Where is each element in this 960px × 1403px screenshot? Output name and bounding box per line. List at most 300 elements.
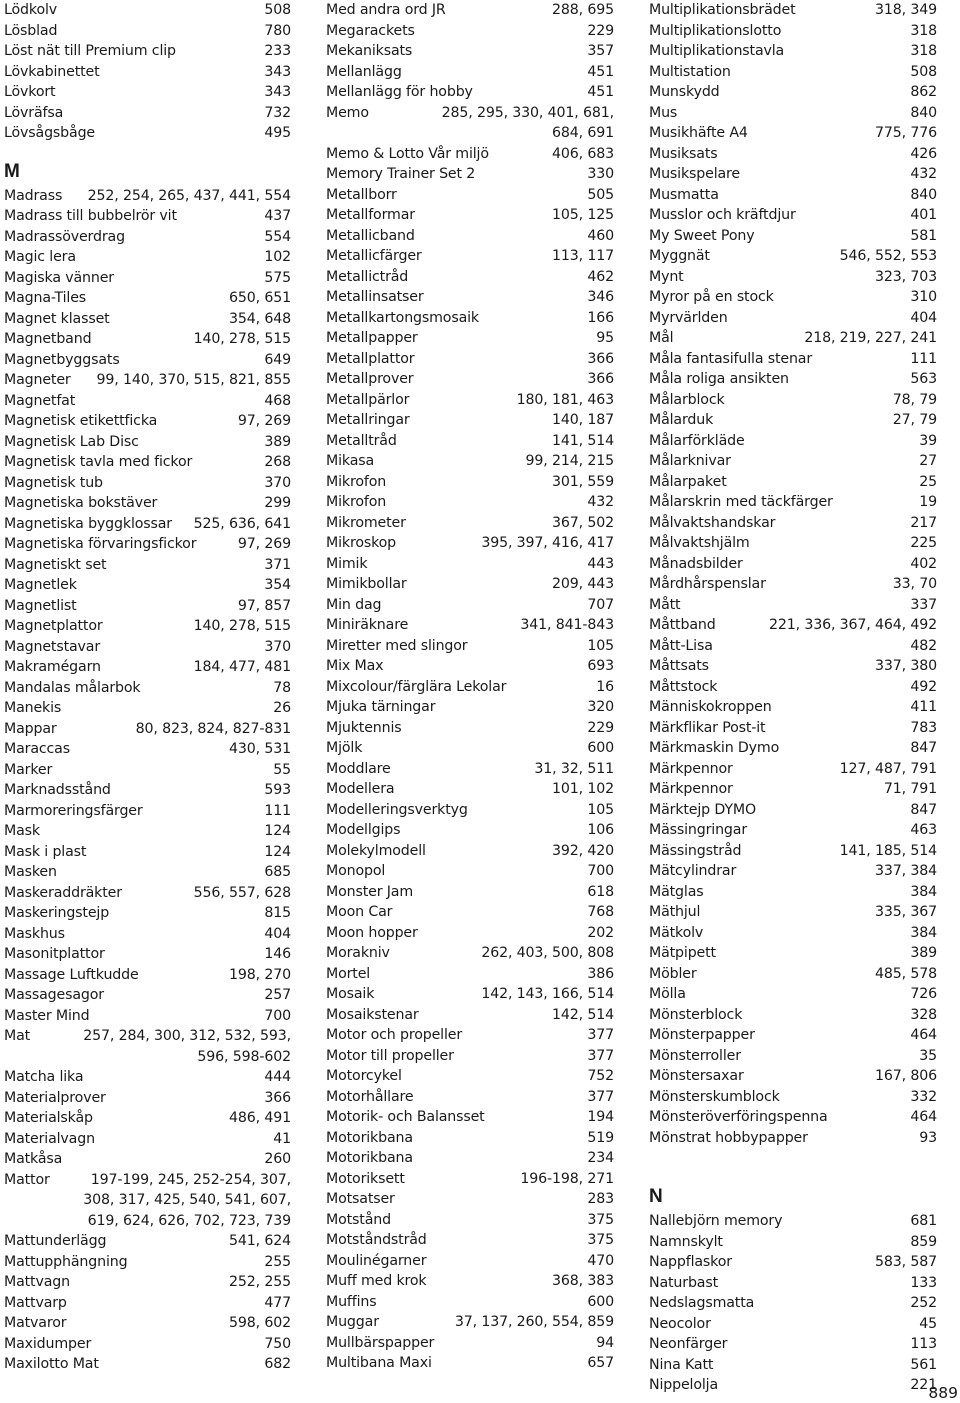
index-entry (4, 1088, 291, 1109)
index-entry (649, 902, 937, 923)
entry-term: Myrvärlden (649, 309, 728, 326)
index-entry (326, 943, 614, 964)
index-entry (326, 1292, 614, 1313)
entry-page-numbers: 111 (264, 802, 291, 819)
index-entry (4, 1313, 291, 1334)
entry-page-numbers: 354, 648 (229, 310, 291, 327)
entry-term: Magna-Tiles (4, 290, 87, 306)
entry-page-numbers: 780 (264, 22, 291, 39)
entry-term: Masonitplattor (4, 946, 105, 962)
index-entry (326, 1271, 614, 1292)
entry-term: Marmoreringsfärger (4, 802, 143, 819)
entry-term: Matcha lika (4, 1069, 84, 1085)
entry-term: Myggnät (649, 248, 710, 264)
entry-term: Multiplikationstavla (649, 43, 785, 59)
entry-page-numbers: 197-199, 245, 252-254, 307, 308, 317, 425, 540, 541, 607, 619, 624, 626, 702, 723, 739 (83, 1171, 291, 1229)
entry-term: Magnetisk tub (4, 474, 103, 491)
entry-term: Målvaktshjälm (649, 535, 750, 551)
entry-page-numbers: 541, 624 (229, 1233, 291, 1249)
index-entry (4, 41, 291, 62)
entry-term: Muffins (326, 1293, 377, 1310)
entry-page-numbers: 97, 857 (237, 597, 291, 614)
index-entry (326, 615, 614, 636)
index-entry (326, 82, 614, 103)
index-entry (326, 451, 614, 472)
index-entry (649, 246, 937, 267)
entry-term: Magnetplattor (4, 618, 103, 634)
entry-term: Mätkolv (649, 924, 704, 941)
entry-term: Maskeringstejp (4, 905, 110, 921)
index-entry (4, 903, 291, 924)
entry-page-numbers: 102 (264, 249, 291, 265)
entry-page-numbers: 221 (910, 1377, 937, 1393)
entry-term: Magnetiskt set (4, 556, 107, 573)
entry-term: Magnetisk Lab Disc (4, 433, 139, 450)
index-entry (326, 1189, 614, 1210)
entry-term: Metallictråd (326, 268, 409, 285)
index-entry (326, 390, 614, 411)
entry-page-numbers: 556, 557, 628 (193, 884, 291, 901)
entry-page-numbers: 127, 487, 791 (839, 760, 937, 777)
entry-page-numbers: 404 (264, 925, 291, 942)
entry-page-numbers: 318, 349 (875, 2, 937, 18)
index-entry (4, 1170, 291, 1232)
index-entry (326, 1087, 614, 1108)
entry-term: Mikrofon (326, 473, 387, 490)
entry-term: Mönsterskumblock (649, 1088, 780, 1105)
entry-term: Lövsågsbåge (4, 125, 95, 141)
index-entry (649, 1293, 937, 1314)
index-entry (649, 369, 937, 390)
entry-term: Magnetbyggsats (4, 351, 120, 368)
entry-page-numbers: 444 (264, 1069, 291, 1085)
entry-page-numbers: 477 (264, 1294, 291, 1311)
entry-term: Mixcolour/färglära Lekolar (326, 678, 507, 695)
entry-page-numbers: 366 (587, 371, 614, 387)
index-column-3 (649, 0, 937, 1396)
entry-term: Mosaikstenar (326, 1006, 419, 1023)
index-entry (649, 1232, 937, 1253)
entry-term: Marknadsstånd (4, 782, 111, 798)
index-entry (649, 779, 937, 800)
entry-term: Metalltråd (326, 432, 397, 449)
index-entry (326, 554, 614, 575)
entry-page-numbers: 432 (587, 494, 614, 510)
entry-term: Magnetiska förvaringsfickor (4, 536, 197, 552)
index-entry (649, 410, 937, 431)
entry-term: Magnetstavar (4, 638, 100, 655)
index-entry (326, 62, 614, 83)
entry-term: Mullbärspapper (326, 1334, 435, 1351)
entry-term: Magnetband (4, 331, 92, 347)
entry-term: Mål (649, 330, 674, 346)
index-entry (649, 1211, 937, 1232)
entry-term: Multibana Maxi (326, 1355, 432, 1371)
entry-page-numbers: 257, 284, 300, 312, 532, 593, 596, 598-602 (83, 1028, 291, 1065)
entry-page-numbers: 508 (264, 2, 291, 18)
entry-term: Mönsterblock (649, 1006, 743, 1023)
entry-term: Mellanlägg (326, 63, 402, 80)
entry-term: Mikasa (326, 453, 375, 469)
entry-term: Målvaktshandskar (649, 514, 776, 531)
entry-page-numbers: 840 (910, 104, 937, 121)
entry-page-numbers: 97, 269 (237, 536, 291, 552)
entry-term: Mölla (649, 986, 686, 1002)
entry-term: Måttband (649, 617, 716, 633)
entry-page-numbers: 166 (587, 309, 614, 326)
index-entry (326, 267, 614, 288)
entry-term: Neocolor (649, 1315, 711, 1332)
entry-term: Muff med krok (326, 1273, 427, 1289)
entry-page-numbers: 142, 143, 166, 514 (481, 986, 614, 1002)
entry-term: Människokroppen (649, 699, 772, 715)
entry-term: Moon Car (326, 904, 393, 920)
entry-term: Mässingstråd (649, 842, 742, 859)
index-entry (326, 677, 614, 698)
entry-page-numbers: 598, 602 (229, 1315, 291, 1331)
entry-term: Metallicfärger (326, 248, 422, 264)
entry-page-numbers: 377 (587, 1027, 614, 1043)
entry-page-numbers: 105 (587, 801, 614, 818)
index-entry (649, 62, 937, 83)
entry-term: Märkflikar Post-it (649, 719, 766, 736)
index-entry (4, 82, 291, 103)
entry-page-numbers: 299 (264, 495, 291, 511)
entry-page-numbers: 33, 70 (892, 576, 937, 592)
entry-term: Motorhållare (326, 1088, 414, 1105)
index-entry (326, 595, 614, 616)
entry-term: Maxilotto Mat (4, 1356, 99, 1372)
index-entry (4, 657, 291, 678)
index-entry (326, 759, 614, 780)
entry-page-numbers: 389 (910, 945, 937, 961)
entry-term: Modelleringsverktyg (326, 801, 468, 818)
index-entry (326, 0, 614, 21)
index-entry (326, 328, 614, 349)
index-column-1 (4, 0, 291, 1375)
index-entry (4, 555, 291, 576)
entry-page-numbers: 464 (910, 1027, 937, 1043)
index-entry (326, 492, 614, 513)
entry-page-numbers: 700 (264, 1007, 291, 1024)
entry-term: Metallplattor (326, 350, 415, 367)
entry-page-numbers: 229 (587, 22, 614, 39)
index-entry (326, 185, 614, 206)
index-entry (326, 431, 614, 452)
entry-term: Mikrometer (326, 514, 406, 531)
index-entry (4, 821, 291, 842)
index-entry (649, 1355, 937, 1376)
entry-page-numbers: 337 (910, 596, 937, 613)
index-entry (4, 247, 291, 268)
entry-term: Nina Katt (649, 1356, 714, 1373)
index-entry (4, 206, 291, 227)
entry-term: Musmatta (649, 186, 719, 203)
entry-term: Lösblad (4, 22, 58, 39)
entry-page-numbers: 260 (264, 1151, 291, 1167)
index-entry (326, 964, 614, 985)
entry-page-numbers: 371 (264, 556, 291, 573)
entry-page-numbers: 209, 443 (552, 576, 614, 592)
index-entry (4, 0, 291, 21)
entry-term: Neonfärger (649, 1336, 728, 1352)
entry-page-numbers: 184, 477, 481 (193, 659, 291, 675)
index-entry (649, 1005, 937, 1026)
index-entry (4, 411, 291, 432)
index-entry (326, 923, 614, 944)
entry-term: Mjuktennis (326, 719, 402, 736)
entry-term: Mortel (326, 965, 371, 982)
index-entry (326, 718, 614, 739)
entry-page-numbers: 221, 336, 367, 464, 492 (768, 617, 937, 633)
entry-term: Märkpennor (649, 781, 733, 797)
entry-page-numbers: 234 (587, 1150, 614, 1166)
entry-term: Marker (4, 761, 53, 778)
entry-page-numbers: 685 (264, 864, 291, 880)
entry-page-numbers: 141, 185, 514 (839, 842, 937, 859)
index-entry (4, 1272, 291, 1293)
entry-term: Lövkabinettet (4, 63, 100, 80)
entry-term: Materialskåp (4, 1110, 93, 1126)
entry-term: Min dag (326, 596, 382, 613)
index-entry (326, 103, 614, 144)
index-entry (4, 1129, 291, 1150)
entry-term: Mätcylindrar (649, 863, 737, 879)
entry-term: Megarackets (326, 22, 415, 39)
entry-page-numbers: 35 (919, 1047, 937, 1064)
entry-term: Materialvagn (4, 1130, 95, 1147)
index-entry (326, 1312, 614, 1333)
index-entry (649, 595, 937, 616)
entry-page-numbers: 285, 295, 330, 401, 681, 684, 691 (441, 104, 614, 141)
entry-term: Mat (4, 1028, 31, 1044)
entry-page-numbers: 101, 102 (552, 781, 614, 797)
entry-page-numbers: 55 (273, 761, 291, 778)
section-spacer (649, 1148, 937, 1169)
index-entry (4, 514, 291, 535)
entry-page-numbers: 752 (587, 1068, 614, 1084)
index-entry (326, 1107, 614, 1128)
entry-page-numbers: 146 (264, 946, 291, 962)
index-entry (326, 1148, 614, 1169)
entry-term: Makramégarn (4, 659, 101, 675)
entry-term: Metallformar (326, 207, 415, 223)
entry-term: Mönsteröverföringspenna (649, 1109, 828, 1125)
index-entry (326, 820, 614, 841)
entry-page-numbers: 25 (919, 473, 937, 490)
entry-page-numbers: 106 (587, 822, 614, 838)
entry-term: Magic lera (4, 249, 76, 265)
entry-page-numbers: 27, 79 (892, 412, 937, 428)
index-entry (4, 123, 291, 144)
entry-page-numbers: 26 (273, 700, 291, 716)
entry-term: Nappflaskor (649, 1254, 732, 1270)
entry-term: Mattvarp (4, 1294, 67, 1311)
entry-term: Modellera (326, 781, 395, 797)
entry-term: Lödkolv (4, 2, 58, 18)
entry-page-numbers: 105, 125 (552, 207, 614, 223)
index-entry (326, 1066, 614, 1087)
entry-page-numbers: 847 (910, 740, 937, 756)
entry-term: Månadsbilder (649, 555, 743, 572)
index-entry (649, 0, 937, 21)
entry-page-numbers: 343 (264, 63, 291, 80)
entry-page-numbers: 375 (587, 1232, 614, 1248)
index-entry (326, 164, 614, 185)
entry-term: Mätglas (649, 883, 704, 900)
index-entry (649, 103, 937, 124)
index-entry (326, 1046, 614, 1067)
index-entry (649, 431, 937, 452)
index-entry (326, 369, 614, 390)
entry-page-numbers: 581 (910, 227, 937, 244)
entry-page-numbers: 167, 806 (875, 1068, 937, 1084)
entry-page-numbers: 217 (910, 514, 937, 531)
entry-page-numbers: 229 (587, 719, 614, 736)
index-entry (649, 1314, 937, 1335)
entry-term: Manekis (4, 700, 62, 716)
entry-page-numbers: 288, 695 (552, 2, 614, 18)
entry-term: Myror på en stock (649, 289, 774, 305)
entry-term: Metallringar (326, 412, 410, 428)
entry-page-numbers: 600 (587, 1293, 614, 1310)
entry-term: Löst nät till Premium clip (4, 43, 176, 59)
entry-page-numbers: 366 (587, 350, 614, 367)
entry-term: Mönsterroller (649, 1047, 741, 1064)
entry-term: Matkåsa (4, 1151, 63, 1167)
entry-page-numbers: 650, 651 (229, 290, 291, 306)
entry-term: Memory Trainer Set 2 (326, 166, 476, 182)
index-entry (649, 533, 937, 554)
index-entry (326, 738, 614, 759)
index-entry (649, 554, 937, 575)
index-entry (326, 533, 614, 554)
entry-term: Mönstersaxar (649, 1068, 744, 1084)
index-entry (649, 1273, 937, 1294)
entry-page-numbers: 97, 269 (237, 413, 291, 429)
index-entry (326, 226, 614, 247)
entry-page-numbers: 525, 636, 641 (193, 515, 291, 532)
index-entry (649, 615, 937, 636)
entry-page-numbers: 262, 403, 500, 808 (481, 945, 614, 961)
index-entry (649, 1087, 937, 1108)
index-entry (649, 656, 937, 677)
entry-page-numbers: 124 (264, 823, 291, 839)
entry-page-numbers: 225 (910, 535, 937, 551)
index-entry (4, 493, 291, 514)
entry-page-numbers: 93 (919, 1129, 937, 1146)
index-entry (4, 698, 291, 719)
index-entry (326, 21, 614, 42)
entry-term: Maraccas (4, 741, 70, 757)
index-entry (649, 882, 937, 903)
entry-term: Madrass (4, 187, 63, 204)
entry-page-numbers: 377 (587, 1088, 614, 1105)
index-entry (649, 123, 937, 144)
index-entry (649, 205, 937, 226)
index-entry (326, 1353, 614, 1374)
entry-page-numbers: 343 (264, 84, 291, 100)
entry-page-numbers: 218, 219, 227, 241 (804, 330, 937, 346)
index-entry (649, 1107, 937, 1128)
entry-term: Magnetiska byggklossar (4, 515, 172, 532)
index-entry (4, 924, 291, 945)
index-entry (4, 965, 291, 986)
entry-term: Mynt (649, 268, 684, 285)
entry-page-numbers: 198, 270 (229, 966, 291, 983)
index-entry (4, 883, 291, 904)
entry-term: Mus (649, 104, 678, 121)
entry-term: Nallebjörn memory (649, 1213, 783, 1229)
index-entry (326, 144, 614, 165)
index-entry (326, 779, 614, 800)
entry-page-numbers: 337, 384 (875, 863, 937, 879)
entry-page-numbers: 732 (264, 104, 291, 121)
index-entry (649, 328, 937, 349)
index-entry (4, 268, 291, 289)
entry-term: Mimik (326, 555, 368, 572)
index-entry (326, 656, 614, 677)
index-entry (326, 574, 614, 595)
entry-term: Massagesagor (4, 987, 104, 1003)
entry-term: Magnet klasset (4, 310, 110, 327)
index-entry (4, 842, 291, 863)
index-entry (649, 185, 937, 206)
entry-page-numbers: 401 (910, 207, 937, 223)
entry-term: Musikspelare (649, 166, 740, 182)
entry-page-numbers: 140, 278, 515 (193, 618, 291, 634)
index-entry (649, 287, 937, 308)
entry-term: Musslor och kräftdjur (649, 207, 796, 223)
entry-page-numbers: 783 (910, 719, 937, 736)
entry-page-numbers: 370 (264, 474, 291, 491)
entry-term: Maskhus (4, 925, 65, 942)
index-entry (326, 882, 614, 903)
index-entry (649, 861, 937, 882)
index-entry (649, 308, 937, 329)
index-entry (4, 432, 291, 453)
entry-page-numbers: 847 (910, 801, 937, 818)
entry-page-numbers: 593 (264, 782, 291, 798)
entry-page-numbers: 310 (910, 289, 937, 305)
entry-term: Mask (4, 823, 40, 839)
index-entry (326, 861, 614, 882)
entry-page-numbers: 95 (596, 330, 614, 346)
entry-page-numbers: 750 (264, 1335, 291, 1352)
entry-term: Mått-Lisa (649, 637, 713, 654)
entry-term: Mekaniksats (326, 43, 413, 59)
entry-term: Magiska vänner (4, 269, 114, 286)
index-entry (649, 943, 937, 964)
entry-page-numbers: 37, 137, 260, 554, 859 (454, 1314, 614, 1330)
entry-page-numbers: 404 (910, 309, 937, 326)
entry-term: Miretter med slingor (326, 637, 468, 654)
entry-term: Målarförkläde (649, 432, 745, 449)
entry-page-numbers: 460 (587, 227, 614, 244)
index-entry (4, 534, 291, 555)
index-entry (649, 41, 937, 62)
index-column-2 (326, 0, 614, 1374)
entry-page-numbers: 370 (264, 638, 291, 655)
entry-page-numbers: 252 (910, 1295, 937, 1311)
index-entry (4, 227, 291, 248)
index-entry (4, 1334, 291, 1355)
entry-page-numbers: 392, 420 (552, 842, 614, 859)
index-entry (326, 308, 614, 329)
entry-term: Maskeraddräkter (4, 884, 122, 901)
entry-page-numbers: 337, 380 (875, 658, 937, 674)
index-entry (4, 801, 291, 822)
